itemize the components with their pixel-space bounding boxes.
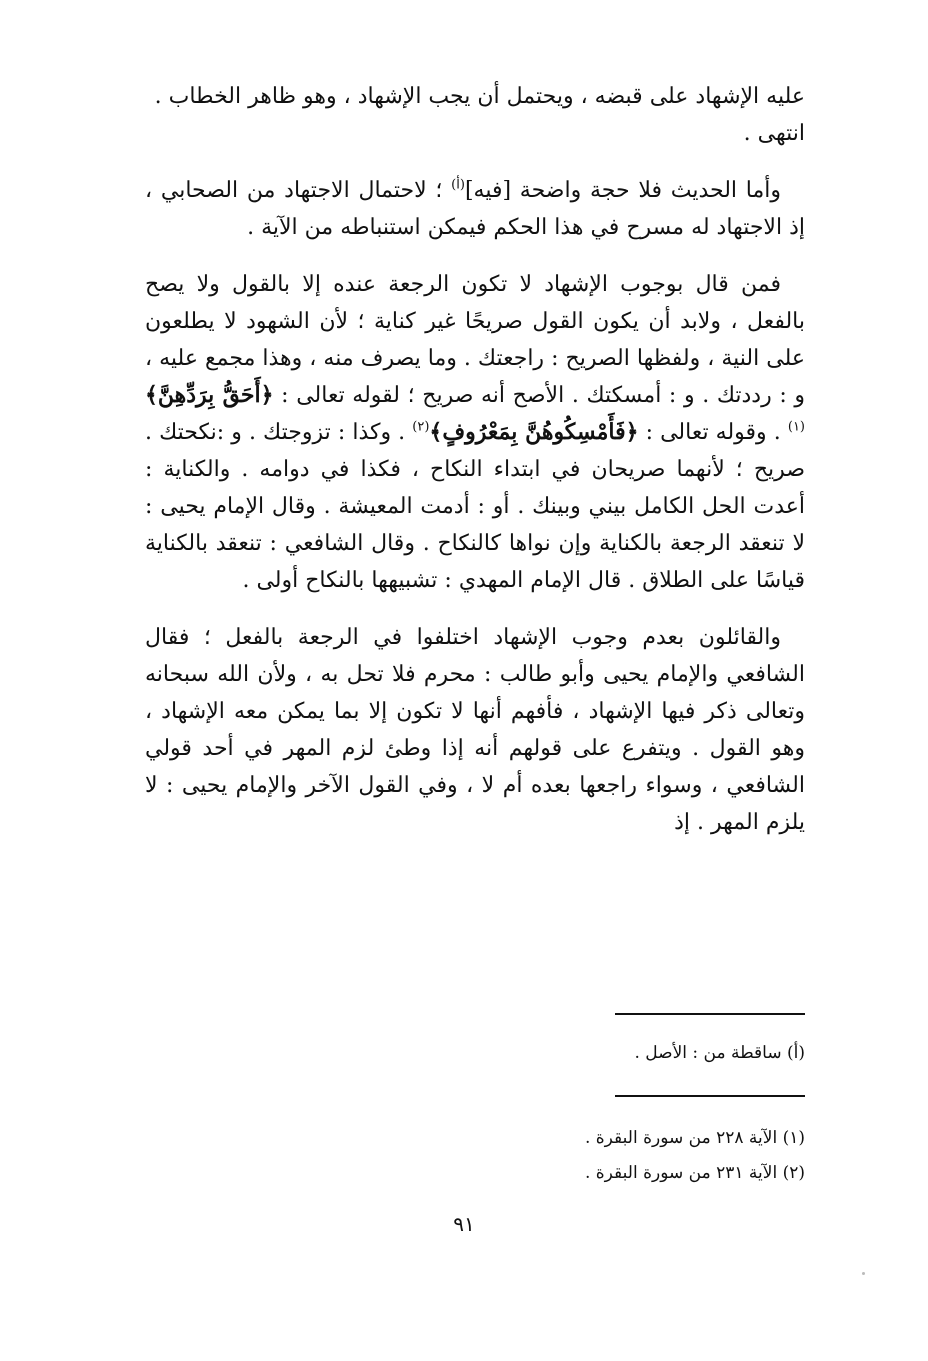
paragraph-1-line-1: عليه الإشهاد على قبضه ، ويحتمل أن يجب الإشهاد ، وهو ظاهر الخطاب .: [154, 84, 805, 109]
footnote-ref-1: (١): [787, 419, 805, 435]
footnote-separator-1: [615, 1013, 805, 1015]
footnote-separator-2: [615, 1095, 805, 1097]
paragraph-3-text-b: . وقوله تعالى :: [638, 420, 788, 445]
paragraph-4-text: والقائلون بعدم وجوب الإشهاد اختلفوا في الرجعة بالفعل ؛ فقال الشافعي والإمام يحيى وأبو طالب : محرم فلا تحل به ، ولأن الله سبحانه وتعالى ذكر فيها الإشهاد ، فأفهم أنها لا تكون إلا بما يمكن معه الإشهاد ، وهو القول . ويتفرع على قولهم أنه إذا وطئ لزم المهر في أحد قولي الشافعي ، وسواء راجعها بعده أم لا ، وفي القول الآخر والإمام يحيى : لا يلزم المهر . إذ: [145, 625, 805, 835]
main-text: [145, 78, 805, 841]
paragraph-2: [145, 172, 805, 246]
paragraph-3-text-c: . وكذا : تزوجتك . و :نكحتك . صريح ؛ لأنهما صريحان في ابتداء النكاح ، فكذا في دوامه . والكناية : أعدت الحل الكامل بيني وبينك . أو : أدمت المعيشة . وقال الإمام يحيى : لا تنعقد الرجعة بالكناية وإن نواها كالنكاح . وقال الشافعي : تنعقد بالكناية قياسًا على الطلاق . قال الإمام المهدي : تشبيهها بالنكاح أولى .: [145, 420, 805, 593]
paragraph-1: [145, 78, 805, 152]
paragraph-4: [145, 619, 805, 841]
footnote-2: (٢) الآية ٢٣١ من سورة البقرة .: [584, 1163, 805, 1183]
scan-speck: [862, 1272, 865, 1275]
page-number: ٩١: [453, 1212, 475, 1236]
quran-quote-2: ﴿فَأَمْسِكُوهُنَّ بِمَعْرُوفٍ﴾: [429, 419, 639, 445]
paragraph-2-text-b: ؛ لاحتمال الاجتهاد من الصحابي ، إذ الاجتهاد له مسرح في هذا الحكم فيمكن استنباطه من الآية .: [145, 178, 805, 240]
paragraph-2-text-a: وأما الحديث فلا حجة واضحة [فيه]: [464, 178, 782, 203]
paragraph-3: [145, 266, 805, 599]
footnote-ref-a: (أ): [451, 177, 465, 193]
footnote-ref-2: (٢): [412, 419, 430, 435]
paragraph-3-text-a: فمن قال بوجوب الإشهاد لا تكون الرجعة عنده إلا بالقول ولا يصح بالفعل ، ولابد أن يكون القول صريحًا غير كناية ؛ لأن الشهود لا يطلعون على النية ، ولفظها الصريح : راجعتك . وما يصرف منه ، وهذا مجمع عليه ، و : رددتك . و : أمسكتك . الأصح أنه صريح ؛ لقوله تعالى :: [145, 272, 805, 408]
quran-quote-1: ﴿أَحَقُّ بِرَدِّهِنَّ﴾: [145, 382, 274, 408]
footnote-1: (١) الآية ٢٢٨ من سورة البقرة .: [584, 1128, 805, 1148]
paragraph-1-line-2: انتهى .: [743, 121, 805, 146]
footnote-a: (أ) ساقطة من : الأصل .: [634, 1043, 805, 1063]
